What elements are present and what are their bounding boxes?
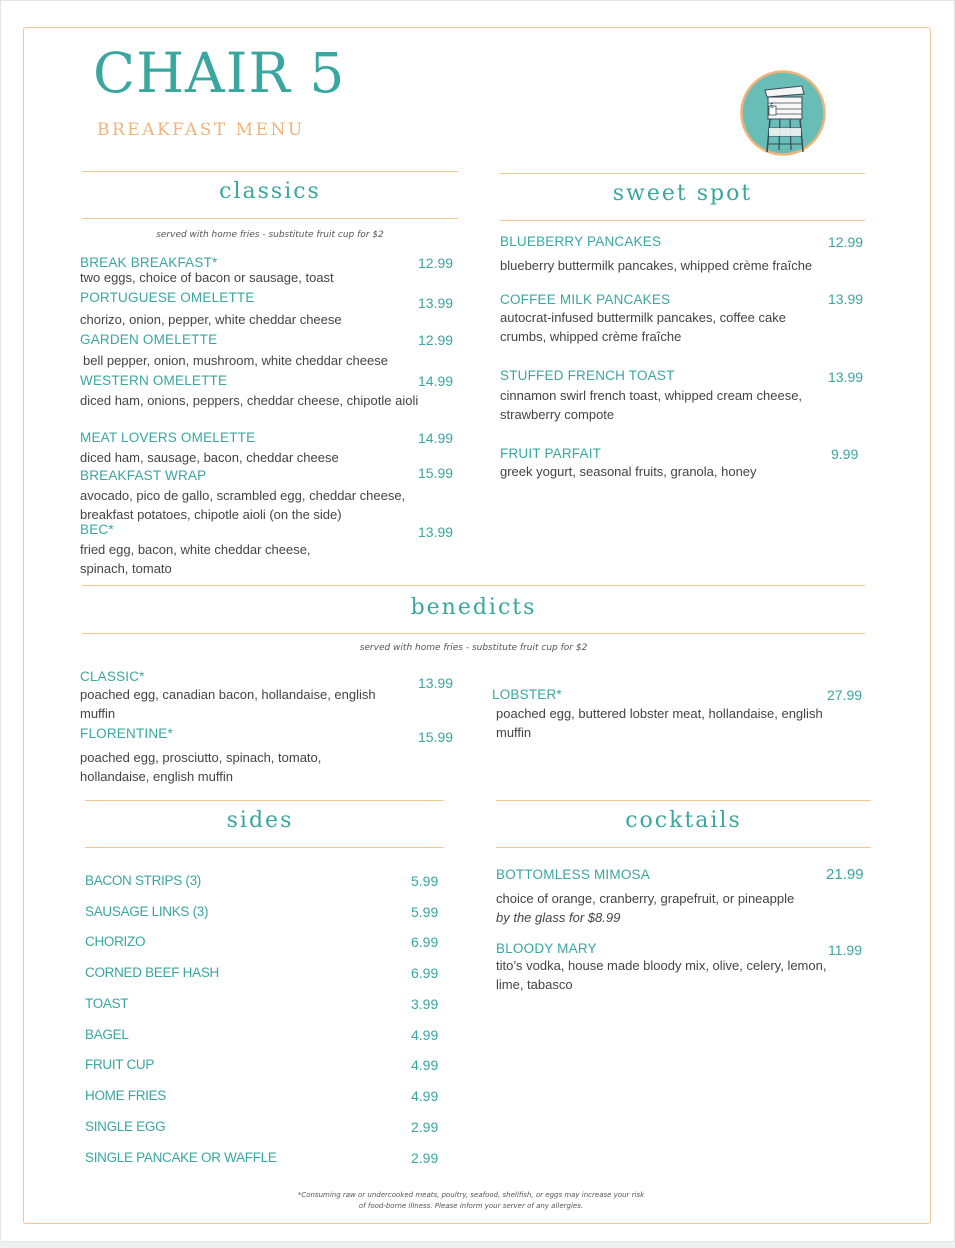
side-item-name: SINGLE EGG xyxy=(85,1119,166,1134)
menu-item-price: 13.99 xyxy=(828,291,864,307)
menu-item-price: 13.99 xyxy=(418,675,454,691)
menu-item-price: 15.99 xyxy=(418,729,454,745)
menu-item-name: BOTTOMLESS MIMOSA xyxy=(496,867,650,882)
side-item-price: 6.99 xyxy=(411,934,439,950)
restaurant-name: CHAIR 5 xyxy=(93,41,346,105)
menu-item-desc: greek yogurt, seasonal fruits, granola, honey xyxy=(500,464,757,479)
benedicts-note: served with home fries - substitute fruit cup for $2 xyxy=(359,643,588,653)
menu-item-name: FLORENTINE* xyxy=(80,726,173,741)
menu-item-price: 12.99 xyxy=(828,234,864,250)
allergy-disclaimer xyxy=(251,1190,691,1212)
menu-item-desc: blueberry buttermilk pancakes, whipped crème fraîche xyxy=(500,258,813,273)
menu-item-desc: poached egg, canadian bacon, hollandaise, english muffin xyxy=(80,687,376,721)
section-title-classics: classics xyxy=(219,179,321,204)
side-item-name: FRUIT CUP xyxy=(85,1057,155,1072)
menu-item-name: MEAT LOVERS OMELETTE xyxy=(80,430,256,445)
menu-item-name: BREAK BREAKFAST* xyxy=(80,255,218,270)
section-title-benedicts: benedicts xyxy=(410,595,537,620)
menu-item-name: BREAKFAST WRAP xyxy=(80,468,207,483)
divider xyxy=(496,800,871,801)
divider xyxy=(82,218,458,219)
divider xyxy=(500,220,865,221)
side-item-price: 2.99 xyxy=(411,1150,439,1166)
side-item-price: 3.99 xyxy=(411,996,439,1012)
side-item-price: 4.99 xyxy=(411,1057,439,1073)
disclaimer-line: of food-borne illness. Please inform your server of any allergies. xyxy=(358,1202,584,1210)
menu-item-desc: autocrat-infused buttermilk pancakes, coffee cake crumbs, whipped crème fraîche xyxy=(500,310,786,344)
menu-item-name: STUFFED FRENCH TOAST xyxy=(500,368,675,383)
menu-item-price: 27.99 xyxy=(827,687,863,703)
side-item-name: CHORIZO xyxy=(85,934,146,949)
divider xyxy=(85,847,444,848)
disclaimer-line: *Consuming raw or undercooked meats, poultry, seafood, shellfish, or eggs may increase your risk xyxy=(297,1191,645,1199)
divider xyxy=(82,633,865,634)
menu-item-desc: bell pepper, onion, mushroom, white cheddar cheese xyxy=(83,353,388,368)
divider xyxy=(500,173,865,174)
menu-item-name: LOBSTER* xyxy=(492,687,562,702)
menu-item-name: CLASSIC* xyxy=(80,669,145,684)
side-item-name: BACON STRIPS (3) xyxy=(85,873,201,888)
side-item-price: 6.99 xyxy=(411,965,439,981)
menu-item-price: 15.99 xyxy=(418,465,454,481)
menu-item-name: PORTUGUESE OMELETTE xyxy=(80,290,255,305)
menu-item-name: WESTERN OMELETTE xyxy=(80,373,228,388)
menu-item-desc: poached egg, prosciutto, spinach, tomato, hollandaise, english muffin xyxy=(80,750,322,784)
menu-item-desc: avocado, pico de gallo, scrambled egg, cheddar cheese, breakfast potatoes, chipotle aioli (on the side) xyxy=(80,488,406,522)
menu-item-price: 14.99 xyxy=(418,373,454,389)
section-title-cocktails: cocktails xyxy=(625,808,742,833)
menu-item-desc: poached egg, buttered lobster meat, hollandaise, english muffin xyxy=(496,706,823,740)
menu-item-desc: diced ham, onions, peppers, cheddar cheese, chipotle aioli xyxy=(80,393,419,408)
menu-item-price: 13.99 xyxy=(418,524,454,540)
menu-item-price: 11.99 xyxy=(828,942,862,958)
side-item-name: CORNED BEEF HASH xyxy=(85,965,219,980)
menu-item-price: 21.99 xyxy=(826,866,864,883)
menu-item-price: 12.99 xyxy=(418,255,454,271)
menu-item-desc: tito’s vodka, house made bloody mix, olive, celery, lemon, lime, tabasco xyxy=(496,958,827,992)
menu-item-price: 12.99 xyxy=(418,332,454,348)
logo-number: 5 xyxy=(770,103,774,110)
side-item-price: 5.99 xyxy=(411,904,439,920)
menu-item-price: 13.99 xyxy=(828,369,864,385)
divider xyxy=(82,171,458,172)
menu-item-extra: by the glass for $8.99 xyxy=(496,910,621,925)
menu-item-price: 13.99 xyxy=(418,295,454,311)
page-border xyxy=(23,27,931,1224)
menu-item-name: BLUEBERRY PANCAKES xyxy=(500,234,662,249)
lifeguard-chair-icon xyxy=(740,70,826,156)
menu-item-desc: fried egg, bacon, white cheddar cheese, spinach, tomato xyxy=(80,542,311,576)
side-item-name: SAUSAGE LINKS (3) xyxy=(85,904,209,919)
side-item-price: 2.99 xyxy=(411,1119,439,1135)
side-item-name: TOAST xyxy=(85,996,129,1011)
section-title-sides: sides xyxy=(226,808,294,833)
side-item-name: HOME FRIES xyxy=(85,1088,167,1103)
menu-item-desc: diced ham, sausage, bacon, cheddar cheese xyxy=(80,450,339,465)
menu-item-price: 14.99 xyxy=(418,430,454,446)
menu-item-name: GARDEN OMELETTE xyxy=(80,332,218,347)
side-item-price: 4.99 xyxy=(411,1027,439,1043)
classics-note: served with home fries - substitute fruit cup for $2 xyxy=(156,230,384,240)
menu-item-name: BEC* xyxy=(80,522,114,537)
side-item-name: BAGEL xyxy=(85,1027,129,1042)
divider xyxy=(496,847,871,848)
menu-item-desc: two eggs, choice of bacon or sausage, toast xyxy=(80,270,334,285)
menu-item-name: BLOODY MARY xyxy=(496,941,597,956)
menu-item-price: 9.99 xyxy=(831,446,859,462)
side-item-price: 4.99 xyxy=(411,1088,439,1104)
menu-item-desc: chorizo, onion, pepper, white cheddar cheese xyxy=(80,312,342,327)
side-item-name: SINGLE PANCAKE OR WAFFLE xyxy=(85,1150,277,1165)
menu-item-name: FRUIT PARFAIT xyxy=(500,446,602,461)
side-item-price: 5.99 xyxy=(411,873,439,889)
section-title-sweet-spot: sweet spot xyxy=(612,181,753,206)
menu-item-desc: cinnamon swirl french toast, whipped cream cheese, strawberry compote xyxy=(500,388,803,422)
divider xyxy=(85,800,444,801)
menu-item-desc: choice of orange, cranberry, grapefruit, or pineapple xyxy=(496,891,795,906)
divider xyxy=(82,585,865,586)
menu-item-name: COFFEE MILK PANCAKES xyxy=(500,292,671,307)
menu-subtitle: BREAKFAST MENU xyxy=(97,120,305,140)
